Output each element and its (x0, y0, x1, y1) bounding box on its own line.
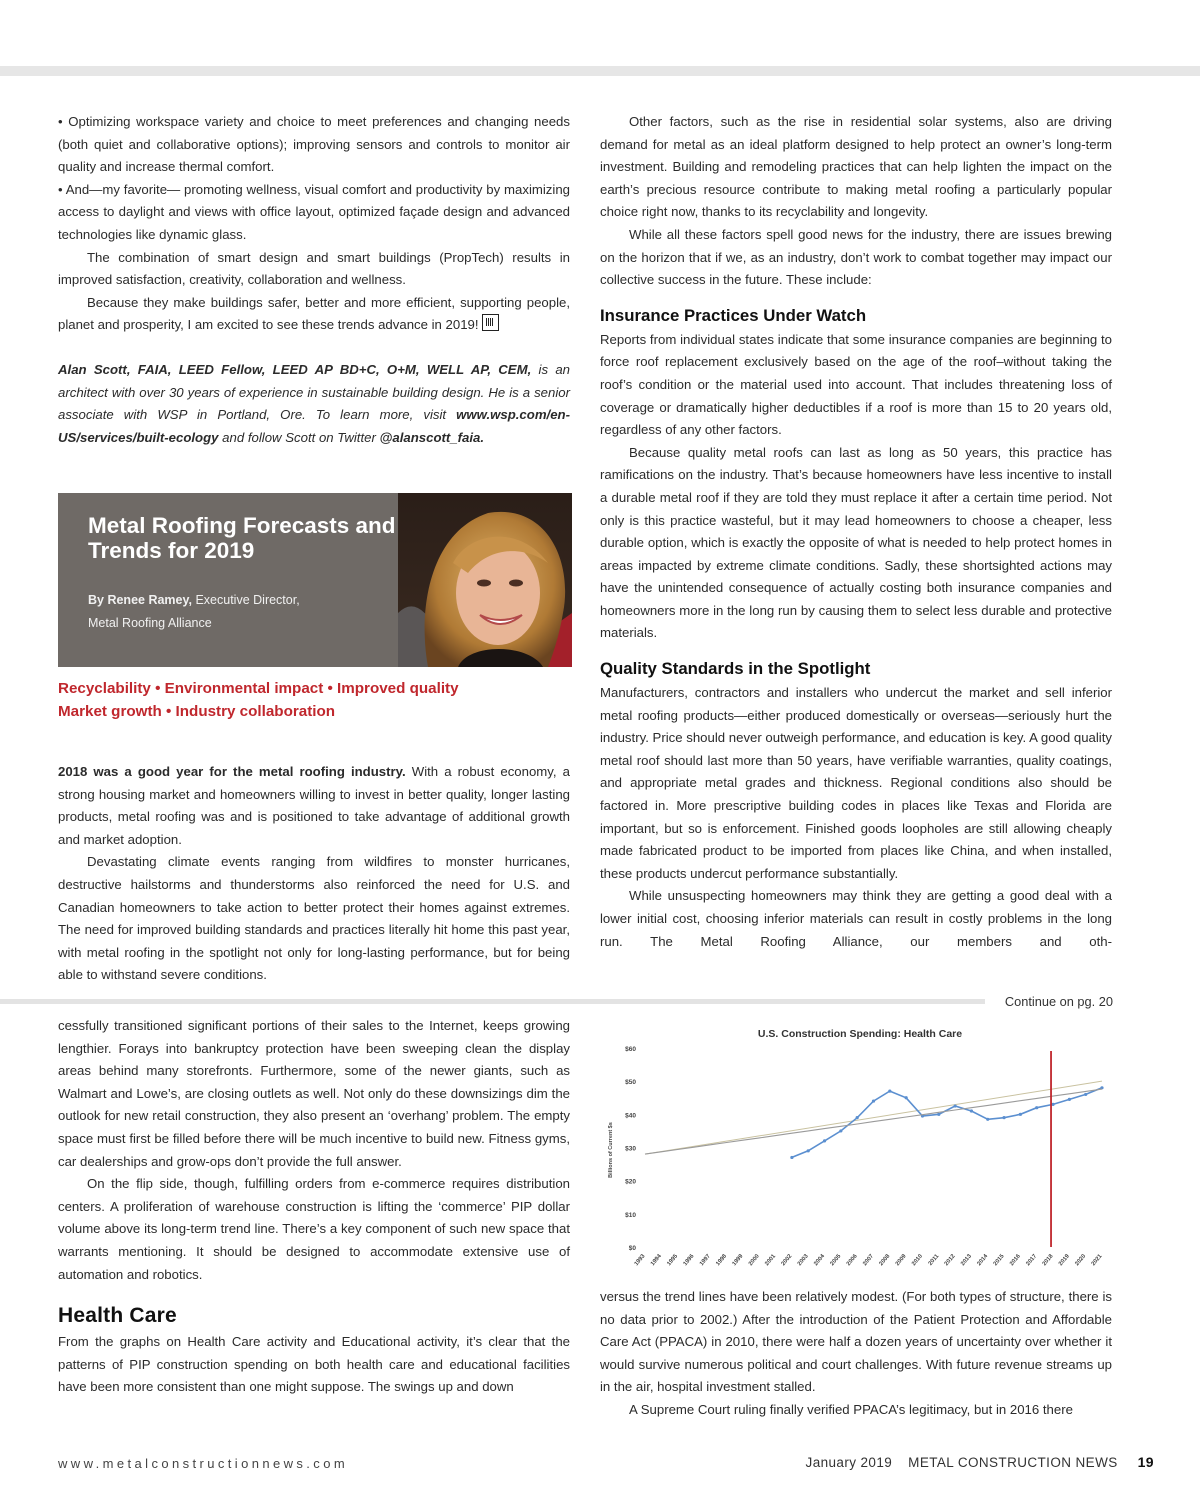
lead-paragraph (58, 761, 570, 851)
author-name: Alan Scott, FAIA, LEED Fellow, LEED AP BD+C, O+M, WELL AP, CEM, (58, 361, 532, 377)
column-bottom-right (600, 1286, 1112, 1422)
paragraph: Reports from individual states indicate that some insurance companies are beginning to force roof replacement exclusively based on the age of the roof–without taking the roof’s condition or the material used into account. That includes threatening loss of coverage or dramatically higher deductibles if a roof is more than 15 to 20 years old, regardless of any other factors. (600, 331, 1112, 438)
feature-header-box (58, 493, 572, 667)
bio-text: is an architect with over 30 years of experience in sustainable building design. He is a senior associate with WSP in Portland, Ore. To learn more, visit (58, 361, 570, 423)
data-point (790, 1156, 793, 1159)
x-tick-label: 2015 (992, 1253, 1006, 1268)
footer-info (806, 1454, 1154, 1470)
x-tick-label: 2002 (780, 1253, 794, 1268)
x-tick-label: 2014 (976, 1253, 990, 1268)
data-point (839, 1129, 842, 1132)
x-tick-label: 2001 (764, 1253, 778, 1268)
byline-role: Executive Director, (192, 593, 300, 607)
x-tick-label: 2007 (862, 1253, 876, 1268)
bio-text: and follow Scott on Twitter (218, 429, 380, 445)
x-tick-label: 1995 (666, 1253, 680, 1268)
data-point (1068, 1098, 1071, 1101)
paragraph: A Supreme Court ruling finally verified PPACA’s legitimacy, but in 2016 there (629, 1401, 1073, 1417)
paragraph: Other factors, such as the rise in residential solar systems, also are driving demand for metal as an ideal platform designed to help protect an owner’s long-term investment. Building and remodeling practices that can help lighten the impact on the earth’s precious resource contribute to making metal roofing a particularly popular choice right now, thanks to its recyclability and longevity. (600, 114, 1112, 220)
x-tick-label: 2019 (1057, 1253, 1071, 1268)
byline-author: By Renee Ramey, (88, 593, 192, 607)
lead-text: With a robust economy, a strong housing market and homeowners willing to invest in better quality, longer lasting products, metal roofing was and is positioned to take advantage of additional growth and market adoption. (58, 764, 570, 847)
x-tick-label: 2012 (943, 1253, 957, 1268)
x-tick-label: 2010 (911, 1253, 924, 1268)
x-tick-label: 2008 (878, 1253, 892, 1268)
health-care-spending-chart (600, 1020, 1110, 1280)
series-line-trend (645, 1089, 1102, 1154)
x-tick-label: 2020 (1074, 1253, 1088, 1268)
y-tick-label: $60 (625, 1046, 636, 1053)
issue-date: January 2019 (805, 1455, 893, 1470)
x-tick-label: 2004 (813, 1253, 827, 1268)
paragraph: versus the trend lines have been relatively modest. (For both types of structure, there is no data prior to 2002.) After the introduction of the Patient Protection and Affordable Care Act (PPACA) in 2010, there were half a dozen years of uncertainty over whether it would survive numerous political and court challenges. With future revenue streams up in the air, hospital investment stalled. (600, 1289, 1112, 1395)
x-tick-label: 1997 (698, 1253, 712, 1268)
x-tick-label: 2021 (1090, 1253, 1104, 1268)
section-heading: Health Care (58, 1304, 177, 1328)
x-tick-label: 2011 (927, 1253, 941, 1267)
column-middle-left (58, 761, 570, 987)
x-tick-label: 2013 (960, 1253, 973, 1268)
keywords-line: Market growth • Industry collaboration (58, 702, 336, 720)
paragraph: While all these factors spell good news for the industry, there are issues brewing on the horizon that if we, as an industry, don’t work to combat together may impact our collective success in the future. These include: (600, 226, 1112, 288)
y-tick-label: $0 (628, 1245, 636, 1252)
y-tick-label: $20 (625, 1178, 636, 1186)
data-point (954, 1104, 957, 1107)
end-mark-icon (482, 314, 499, 331)
x-tick-label: 2006 (845, 1253, 859, 1268)
data-point (1084, 1093, 1087, 1096)
data-point (888, 1090, 891, 1093)
data-point (807, 1149, 810, 1152)
y-axis-label: Billions of Current $s (608, 1122, 614, 1178)
paragraph: While unsuspecting homeowners may think they are getting a good deal with a lower initial cost, choosing inferior materials can result in costly problems in the long run. The Metal Roofing Alliance, our members and oth- (600, 888, 1112, 949)
x-tick-label: 1994 (649, 1253, 663, 1268)
paragraph: On the flip side, though, fulfilling orders from e-commerce requires distribution centers. A proliferation of warehouse construction is lifting the ‘commerce’ PIP dollar volume above its long-term trend line. There’s a key component of such new space that warrants mentioning. It should be designed to accommodate extensive use of automation and robotics. (58, 1176, 570, 1282)
data-point (872, 1099, 875, 1102)
author-bio (58, 359, 570, 449)
data-point (856, 1116, 859, 1119)
x-tick-label: 1999 (731, 1253, 745, 1268)
paragraph: Manufacturers, contractors and installers who undercut the market and sell inferior metal roofing products—either produced domestically or overseas—seriously hurt the industry. Price should never outweigh performance, and education is key. A good quality metal roof should last more than 50 years, have verifiable warranties, quality coatings, and appropriate metal grades and thickness. Regional conditions also should be factored in. More prescriptive building codes in places like Texas and Florida are important, but so is enforcement. Finished goods loopholes are still allowing cheaply made fabricated product to be imported from places like China, and when installed, these products undercut performance substantially. (600, 685, 1112, 881)
x-tick-label: 2018 (1041, 1253, 1055, 1268)
keywords-line: Recyclability • Environmental impact • Improved quality (58, 680, 459, 697)
data-point (823, 1139, 826, 1142)
data-point (1035, 1106, 1038, 1109)
section-heading: Insurance Practices Under Watch (600, 305, 867, 325)
x-tick-label: 2005 (829, 1253, 843, 1268)
y-tick-label: $50 (625, 1079, 636, 1087)
x-tick-label: 1998 (715, 1253, 729, 1268)
x-tick-label: 2000 (747, 1253, 761, 1268)
paragraph: From the graphs on Health Care activity and Educational activity, it’s clear that the patterns of PIP construction spending on both health care and educational facilities have been more consistent than one might suppose. The swings up and down (58, 1334, 570, 1395)
x-tick-label: 2009 (894, 1253, 908, 1268)
footer-url[interactable]: www.metalconstructionnews.com (58, 1456, 349, 1471)
byline (88, 589, 408, 635)
section-heading: Quality Standards in the Spotlight (600, 659, 871, 679)
column-top-right (600, 111, 1112, 953)
paragraph: Because quality metal roofs can last as long as 50 years, this practice has ramifications on the industry. That’s because homeowners have less incentive to install a durable metal roof if they are told they must replace it after a certain time period. Not only is this practice wasteful, but it may lead homeowners to choose a cheaper, less durable option, which is exactly the opposite of what is needed to help protect homes in areas impacted by extreme climate conditions. Sadly, these shortsighted actions may have the unintended consequence of actually costing both insurance companies and homeowners more in the long run by causing them to select less durable and protective materials. (600, 444, 1112, 641)
page-number: 19 (1137, 1454, 1154, 1470)
data-point (986, 1118, 989, 1121)
paragraph-text: Because they make buildings safer, better and more efficient, supporting people, planet and prosperity, I am excited to see these trends advance in 2019! (58, 294, 570, 333)
y-tick-label: $40 (625, 1112, 636, 1120)
author-photo (398, 493, 572, 667)
bio-link[interactable]: www.wsp.com/en-US/services/built-ecology (58, 407, 570, 445)
continue-link[interactable]: Continue on pg. 20 (1004, 994, 1113, 1009)
data-point (1019, 1113, 1022, 1116)
x-tick-label: 1996 (682, 1253, 696, 1268)
paragraph (58, 292, 570, 337)
data-point (1002, 1116, 1005, 1119)
x-tick-label: 2017 (1025, 1253, 1039, 1268)
paragraph: • And—my favorite— promoting wellness, visual comfort and productivity by maximizing access to daylight and views with office layout, optimized façade design and advanced technologies like dynamic glass. (58, 181, 570, 242)
trend-line-secondary (645, 1081, 1102, 1154)
paragraph: • Optimizing workspace variety and choice to meet preferences and changing needs (both quiet and collaborative options); improving sensors and controls to monitor air quality and increase thermal comfort. (58, 114, 570, 175)
paragraph: The combination of smart design and smart buildings (PropTech) results in improved satisfaction, creativity, collaboration and wellness. (58, 249, 570, 288)
paragraph: Devastating climate events ranging from wildfires to monster hurricanes, destructive hailstorms and thunderstorms also reinforced the need for U.S. and Canadian homeowners to take action to better protect their homes against extremes. The need for improved building standards and practices literally hit home this past year, with metal roofing in the spotlight not only for long-lasting performance, but for being able to withstand severe conditions. (58, 854, 570, 983)
y-tick-label: $30 (625, 1145, 636, 1153)
feature-keywords (58, 678, 578, 723)
x-tick-label: 2016 (1009, 1253, 1022, 1268)
column-bottom-left (58, 1015, 570, 1399)
byline-org: Metal Roofing Alliance (88, 616, 212, 630)
column-top-left (58, 111, 570, 449)
series-line-actual (792, 1088, 1102, 1158)
x-tick-label: 1993 (633, 1253, 647, 1268)
twitter-handle[interactable]: @alanscott_faia. (379, 429, 485, 445)
y-tick-label: $10 (625, 1211, 636, 1219)
x-tick-label: 2003 (796, 1253, 810, 1268)
publication-name: METAL CONSTRUCTION NEWS (908, 1455, 1118, 1470)
section-divider (0, 999, 985, 1004)
data-point (970, 1109, 973, 1112)
chart-title: U.S. Construction Spending: Health Care (757, 1028, 963, 1040)
lead-sentence: 2018 was a good year for the metal roofing industry. (58, 764, 406, 779)
data-point (937, 1113, 940, 1116)
data-point (905, 1096, 908, 1099)
top-band (0, 66, 1200, 76)
feature-title: Metal Roofing Forecasts and Trends for 2019 (88, 513, 396, 563)
paragraph: cessfully transitioned significant portions of their sales to the Internet, keeps growing lengthier. Forays into bankruptcy protection have been sweeping clean the display areas behind many storefronts. Furthermore, some of the newer giants, such as Walmart and Lowe’s, are closing outlets as well. Not only do these downsizings dim the outlook for new retail construction, they also present an ‘overhang’ problem. The empty space must first be filled before there will be much incentive to build new. Fitness gyms, car dealerships and grow-ops don’t provide the full answer. (58, 1018, 570, 1169)
